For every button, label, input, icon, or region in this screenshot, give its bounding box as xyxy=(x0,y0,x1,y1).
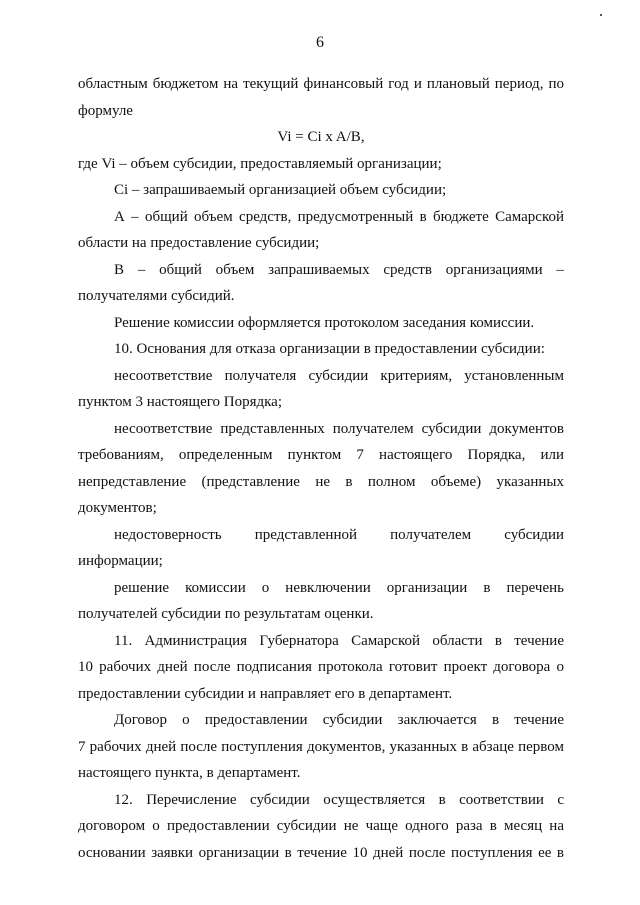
scan-speck xyxy=(600,14,602,16)
text-line: А – общий объем средств, предусмотренный в бюджете Самарской xyxy=(114,208,564,225)
text-line: 10 рабочих дней после подписания протокола готовит проект договора о xyxy=(78,659,564,675)
text-line: В – общий объем запрашиваемых средств организациями – xyxy=(114,261,564,278)
text-line: несоответствие получателя субсидии критериям, установленным xyxy=(114,367,564,384)
text-line: решение комиссии о невключении организации в перечень xyxy=(114,579,564,596)
text-line: Решение комиссии оформляется протоколом заседания комиссии. xyxy=(114,314,535,331)
text-line: непредставление (представление не в полном объеме) указанных xyxy=(78,473,564,490)
text-line: несоответствие представленных получателем субсидии документов xyxy=(114,420,564,437)
text-line: получателей субсидии по результатам оценки. xyxy=(78,606,374,622)
text-line: где Vi – объем субсидии, предоставляемый организации; xyxy=(78,155,442,172)
text-line: 12. Перечисление субсидии осуществляется в соответствии с xyxy=(114,791,564,808)
formula: Vi = Ci x A/B, xyxy=(277,129,365,145)
text-line: документов; xyxy=(78,500,157,516)
text-line: недостоверность представленной получателем субсидии xyxy=(114,526,564,543)
text-line: формуле xyxy=(78,102,133,119)
text-line: получателями субсидий. xyxy=(78,288,235,304)
text-line: информации; xyxy=(78,553,163,569)
text-line: настоящего пункта, в департамент. xyxy=(78,765,301,781)
document-body xyxy=(78,71,564,866)
text-line: 10. Основания для отказа организации в предоставлении субсидии: xyxy=(114,341,545,357)
text-line: договором о предоставлении субсидии не чаще одного раза в месяц на xyxy=(78,818,564,834)
text-line: области на предоставление субсидии; xyxy=(78,235,320,251)
text-line: Ci – запрашиваемый организацией объем субсидии; xyxy=(114,182,447,198)
text-line: предоставлении субсидии и направляет его в департамент. xyxy=(78,685,453,702)
text-line: областным бюджетом на текущий финансовый год и плановый период, по xyxy=(78,76,564,92)
page-number: 6 xyxy=(316,34,324,51)
text-line: 7 рабочих дней после поступления документов, указанных в абзаце первом xyxy=(78,738,564,755)
text-line: 11. Администрация Губернатора Самарской области в течение xyxy=(114,632,564,649)
text-line: Договор о предоставлении субсидии заключается в течение xyxy=(114,712,564,728)
text-line: основании заявки организации в течение 10 дней после поступления ее в xyxy=(78,844,564,861)
text-line: пунктом 3 настоящего Порядка; xyxy=(78,394,283,410)
text-line: требованиям, определенным пунктом 7 настоящего Порядка, или xyxy=(78,447,564,463)
